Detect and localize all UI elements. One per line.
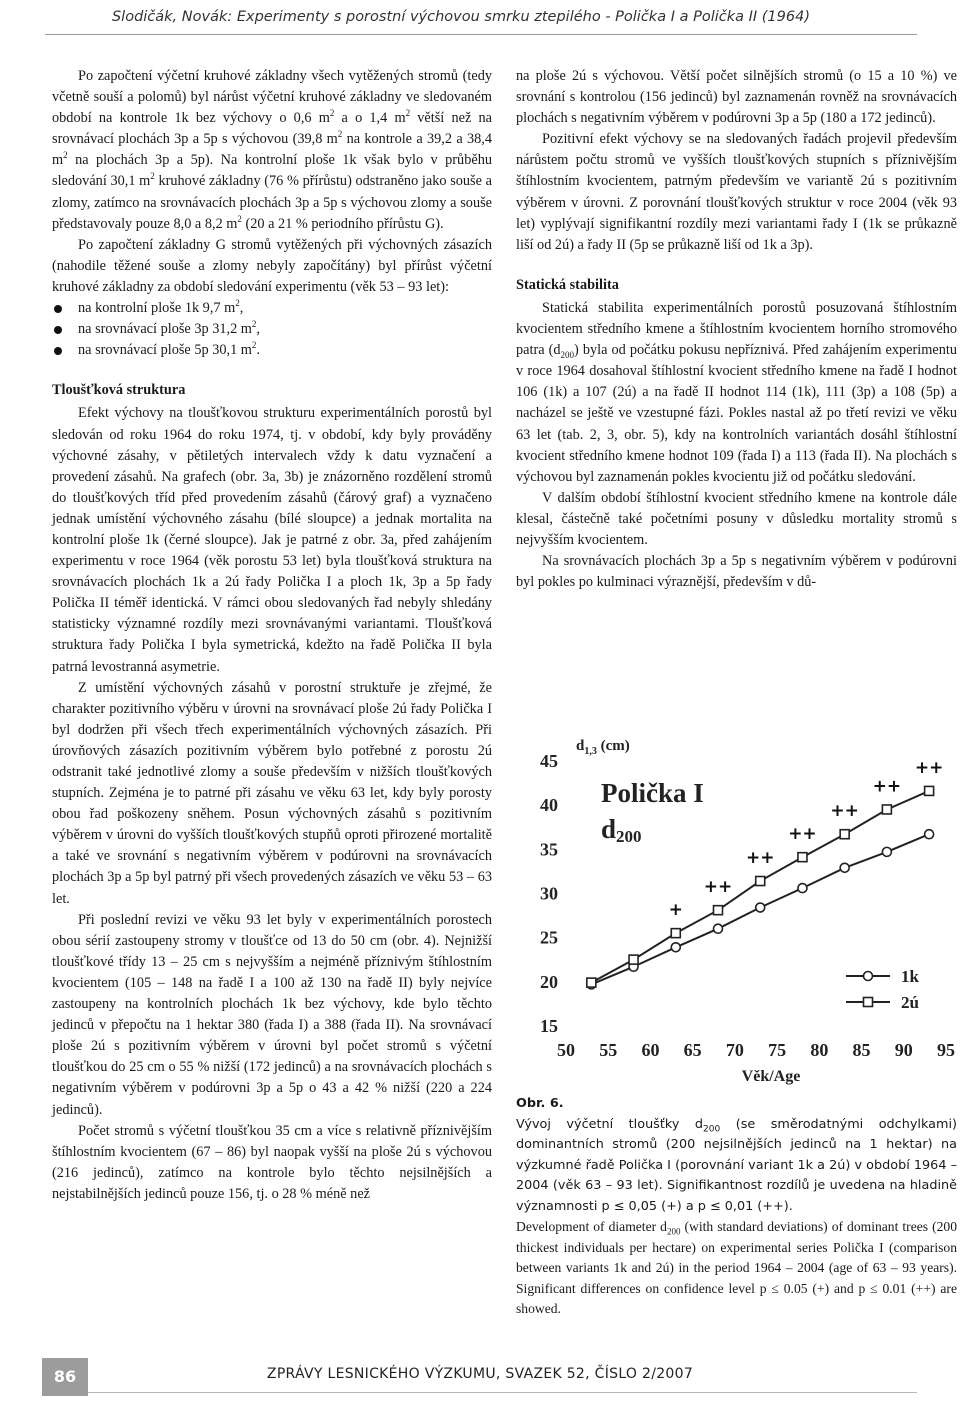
y-tick-label: 25 [540,927,558,948]
caption-czech: Obr. 6. Vývoj výčetní tloušťky $d_{200}$ (se směrodatnými odchylkami) dominantních stromů (200 nejsilnějších jedinců na 1 hektar) na výzkumné řadě Polička I (porovnání variant 1k a 2ú) v období 1964 – 2004 (věk 63 – 93 let). Signifikantnost rozdílů je uvedena na hladině významnosti p ≤ 0,05 (+) a p ≤ 0,01 (++). [516,1096,957,1214]
running-header: Slodičák, Novák: Experimenty s porostní výchovou smrku ztepilého - Polička I a Polička II (1964) [111,9,810,25]
caption-english: Development of diameter $d_{200}$ (with standard deviations) of dominant trees (200 thickest individuals per hectare) on experimental series Polička I (comparison between variants 1k and 2ú) in the period 1964 – 2004 (age of 63 – 93 years). Significant differences on confidence level p ≤ 0.05 (+) and p ≤ 0.01 (++) are showed. [516,1219,957,1316]
data-point [756,903,765,912]
significance-marker: ++ [703,877,733,898]
y-tick-label: 35 [540,839,558,860]
data-point [714,906,723,915]
paragraph: Při poslední revizi ve věku 93 let byly v experimentálních porostech obou sérií zastoupeny stromy v tloušťce od 13 do 50 cm (obr. 4). Nejnižší tloušťkové třídy 13 – 25 cm s nejvyšším a nejméně příznivým štíhlostním kvocientem (105 – 148 na řadě I a 100 až 130 na řadě II) byly nejvíce zastoupeny na kontrolních plochách 1k bez výchovy, kde bylo těchto jedinců v přepočtu na 1 hektar 380 (řada I) a 388 (řada II). Na srovnávací ploše 2ú s pozitivním výběrem v úrovni byl počet stromů s výčetní tloušťkou do 25 cm o 55 % nižší (172 jedinců) a na srovnávacích plochách s negativním výběrem v podúrovni 3p a 5p o 43 a 42 % nižší (220 a 224 jedinců). [52,911,492,1118]
x-tick-label: 70 [725,1040,744,1060]
left-column [52,66,492,1205]
data-point [882,805,891,814]
section-heading: Statická stabilita [516,276,619,293]
paragraph: Na srovnávacích plochách 3p a 5p s negativním výběrem v podúrovni byl pokles po kulminaci výraznější, především v dů- [516,553,957,591]
data-point [671,943,680,952]
legend-label: 2ú [901,993,919,1012]
data-point [756,877,765,886]
paragraph: na ploše 2ú s výchovou. Větší počet silnějších stromů (o 15 a 10 %) ve srovnání s kontrolou (156 jedinců) byl zaznamenán rovněž na srovnávacích plochách s negativním výběrem v podúrovni 3p a 5p (180 a 172 jedinců). [516,68,957,127]
x-tick-label: 50 [557,1040,575,1060]
significance-marker: + [668,900,683,921]
x-tick-label: 80 [810,1040,829,1060]
section-heading: Tloušťková struktura [52,382,186,399]
data-point [714,924,723,933]
y-tick-label: 45 [540,751,558,771]
data-point [629,955,638,964]
list-item: na kontrolní ploše 1k 9,7 $m^2$, [52,298,492,319]
legend-marker [864,972,873,981]
legend-label: 1k [901,967,919,986]
x-tick-label: 75 [768,1040,787,1060]
x-tick-label: 65 [683,1040,702,1060]
paragraph: Efekt výchovy na tloušťkovou strukturu experimentálních porostů byl sledován od roku 1964 do roku 1974, tj. v období, kdy byly prováděny výchovné zásahy, v pětiletých intervalech vždy k datu vyznačení a provedení zásahů. Na grafech (obr. 3a, 3b) je znázorněno rozdělení stromů do tloušťkových tříd před provedením zásahů (čárový graf) a vyznačeno jednak umístění výchovného zásahu (bílé sloupce) a jednak mortalita na kontrolní ploše 1k (černé sloupce). Jak je patrné z obr. 3a, před zahájením experimentu v roce 1964 (věk porostu 53 let) byla tloušťková struktura na srovnávacích plochách 1k a 2ú řady Polička I a ploch 1k, 3p a 5p řady Polička II téměř identická. V rámci obou sledovaných řad nebyly shledány statisticky významné rozdíly mezi srovnávanými variantami. Tloušťková struktura řady Polička I byla symetrická, kdežto na řadě Polička II byla patrná levostranná asymetrie. [52,405,492,675]
x-tick-label: 90 [894,1040,913,1060]
paragraph: Statická stabilita experimentálních porostů posuzovaná štíhlostním kvocientem středního kmene a štíhlostním kvocientem horního stromového patra $(d_{200})$ byla od počátku pokusu nepříznivá. Před zahájením experimentu v roce 1964 dosahoval štíhlostní kvocient středního kmene na řadě I hodnot 106 (1k) a 107 (2ú) a na řadě II hodnot 114 (1k), 111 (3p) a 108 (5p) a nacházel se ještě ve vzestupné fázi. Pokles nastal až po třetí revizi ve věku 63 let (tab. 2, 3, obr. 5), kdy na kontrolních variantách dosáhl štíhlostní kvocient středního kmene hodnot 109 (řada I) a 113 (řada II). Na plochách s výchovou byl zaznamenán pokles kvocientu již od počátku sledování. [516,299,957,485]
paragraph: Po započtení základny G stromů vytěžených při výchovných zásazích (nahodile těžené souše a zlomy nebyly započítány) byl přírůst výčetní kruhové základny za období sledování experimentu (věk 53 – 93 let): [52,236,492,295]
series-line-2ú [591,791,929,983]
data-point [925,830,934,839]
page-number: 86 [42,1358,88,1396]
x-axis-label: Věk/Age [741,1068,801,1085]
figure-caption [516,1094,957,1320]
y-tick-label: 30 [540,883,558,904]
caption-label: Obr. 6. [516,1096,564,1111]
chart-title: Polička I [601,778,704,808]
significance-marker: ++ [788,824,817,845]
data-point [798,853,807,862]
data-point [925,786,934,795]
paragraph: V dalším období štíhlostní kvocient středního kmene na kontrole dále klesal, částečně také početními posuny v důsledku mortality stromů s nejvyšším kvocientem. [516,489,957,548]
data-point [798,884,807,893]
data-point [840,830,849,839]
bullet-list [52,298,492,361]
right-column [516,66,957,593]
paragraph: Po započtení výčetní kruhové základny všech vytěžených stromů (tedy včetně souší a polomů) byl nárůst výčetní kruhové základny ve sledovaném období na kontrole 1k bez výchovy o 0,6 $m^2$ a o 1,4 $m^2$ větší než na srovnávací plochách 3p a 5p s výchovou (39,8 $m^2$ na kontrole a 39,2 a 38,4 $m^2$ na plochách 3p a 5p). Na kontrolní ploše 1k však bylo v průběhu sledování 30,1 $m^2$ kruhové základny (76 % přírůstu) odstraněno jako souše a zlomy, zatímco na srovnávacích plochách 3p a 5p s výchovou zlomy a souše představovaly pouze 8,0 a 8,2 $m^2$ (20 a 21 % periodního přírůstu G). [52,68,492,232]
significance-marker: ++ [745,848,775,869]
y-tick-label: 40 [540,795,558,816]
footer-rule [45,1392,917,1393]
x-tick-label: 55 [599,1040,618,1060]
y-tick-label: 15 [540,1016,558,1036]
list-item: na srovnávací ploše 5p 30,1 $m^2$. [52,340,492,361]
legend-marker [864,998,873,1007]
data-point [671,929,680,938]
chart-subtitle: d200 [601,814,642,846]
paragraph: Pozitivní efekt výchovy se na sledovaných řadách projevil především nárůstem počtu stromů ve vyšších tloušťkových stupních s příznivějším štíhlostním kvocientem, patrným především ve variantě 2ú s pozitivním výběrem v úrovni. Z porovnání tloušťkových struktur v roce 2004 (věk 93 let) vyplývají signifikantní rozdíly mezi variantami řady I (1k se průkazně liší od 2ú) a řady II (5p se průkazně liší od 1k a 3p). [516,131,957,253]
paragraph: Z umístění výchovných zásahů v porostní struktuře je zřejmé, že charakter pozitivního výběru v úrovni na srovnávací ploše 2ú řady Polička I byl dodržen při všech třech experimentálních výchovných zásazích. Při úrovňových zásazích pozitivním výběrem bylo potřebné z porostu 2ú odstranit také jednotlivé zlomy a souše především v nižších tloušťkových stupních. Zejména je to patrné při zásahu ve věku 63 let, kdy byly porosty obou řad poškozeny sněhem. Posun výchovných zásahů s pozitivním výběrem v úrovni do vyšších tloušťkových stupňů oproti přirozené mortalitě a také ve srovnání s negativním výběrem v podúrovni na srovnávacích plochách 3p a 5p byl patrný při všech provedených zásazích ve věku 53 – 63 let. [52,679,492,907]
x-tick-label: 85 [852,1040,871,1060]
x-tick-label: 60 [641,1040,660,1060]
figure-chart [516,728,960,1088]
journal-name: ZPRÁVY LESNICKÉHO VÝZKUMU, SVAZEK 52, ČÍSLO 2/2007 [266,1366,694,1382]
data-point [587,978,596,987]
y-tick-label: 20 [540,971,558,992]
list-item: na srovnávací ploše 3p 31,2 $m^2$, [52,319,492,340]
x-tick-label: 95 [937,1040,955,1060]
paragraph: Počet stromů s výčetní tloušťkou 35 cm a více s relativně příznivějším štíhlostním kvocientem (67 – 86) byl naopak vyšší na ploše 2ú s výchovou (216 jedinců), zatímco na kontrole bylo těchto nejsilnějších a nejstabilnějších jedinců pouze 156, tj. o 28 % méně než [52,1122,492,1202]
significance-marker: ++ [872,776,902,797]
line-chart [516,728,960,1088]
significance-marker: ++ [914,757,944,778]
significance-marker: ++ [830,801,859,822]
data-point [882,847,891,856]
y-axis-label: $d_{1,3}$ (cm) [576,738,630,757]
data-point [840,863,849,872]
header-rule [45,34,917,35]
